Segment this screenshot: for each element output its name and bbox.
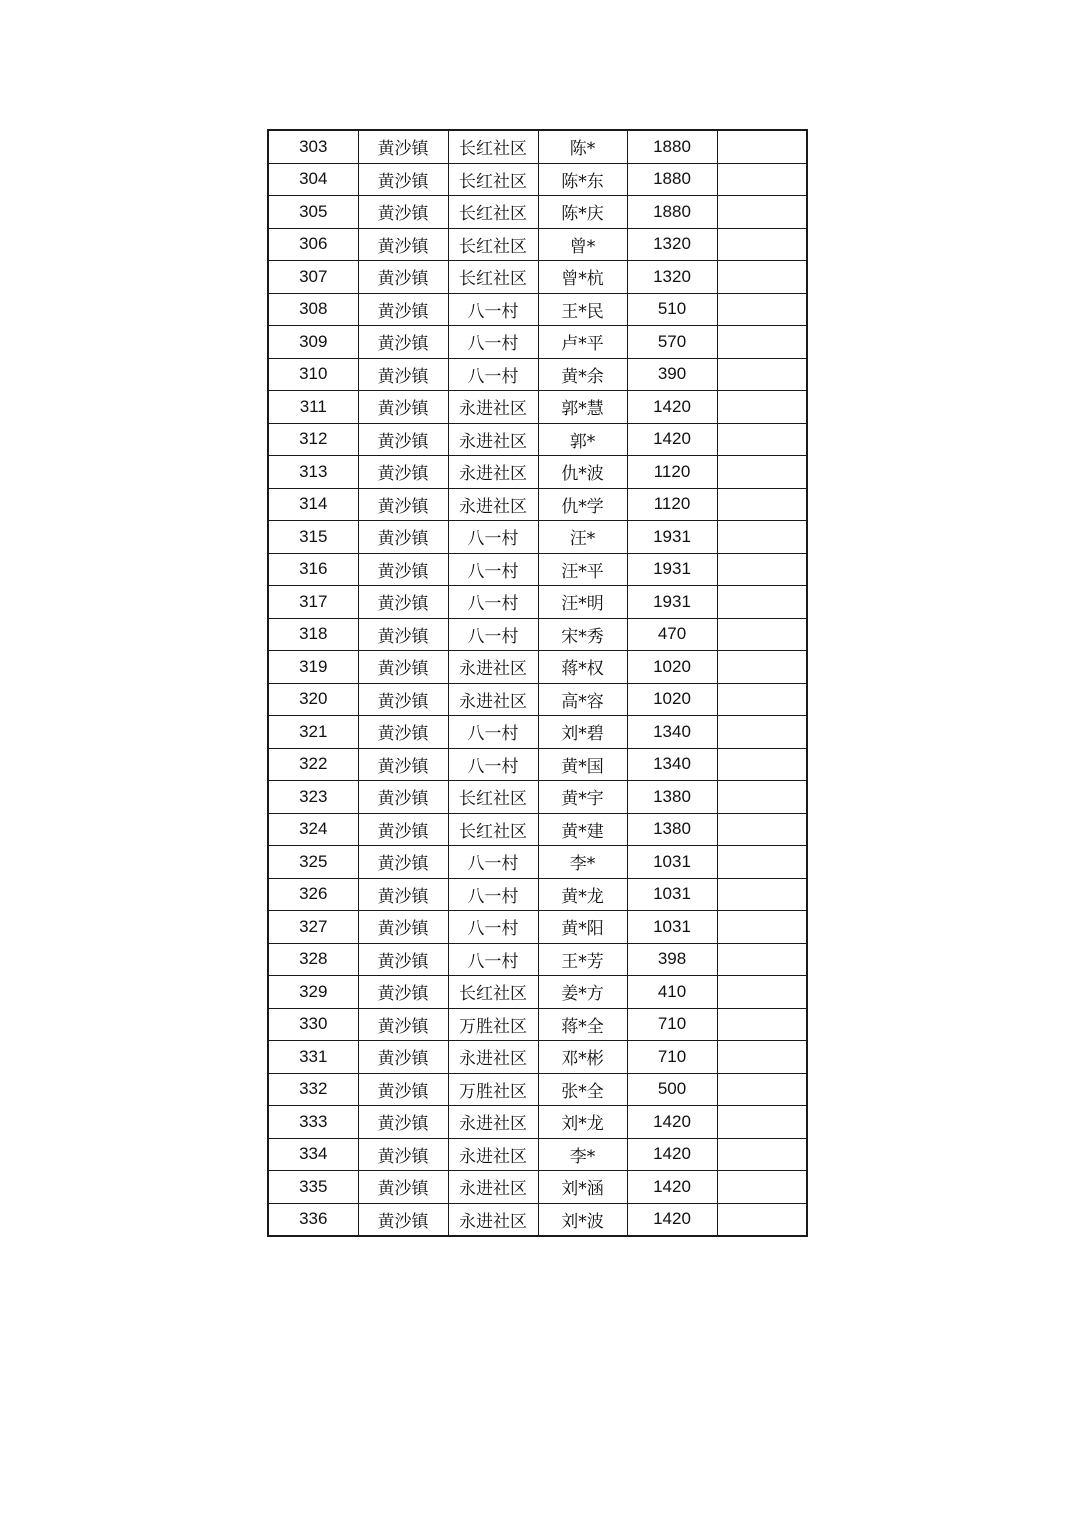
cell-remark [717, 911, 807, 944]
cell-village: 长红社区 [448, 813, 538, 846]
cell-name: 姜*方 [538, 976, 627, 1009]
cell-remark [717, 326, 807, 359]
cell-name: 宋*秀 [538, 618, 627, 651]
cell-number: 325 [268, 846, 358, 879]
table-row [268, 1203, 807, 1236]
cell-remark [717, 261, 807, 294]
cell-name: 卢*平 [538, 326, 627, 359]
cell-village: 长红社区 [448, 130, 538, 163]
cell-village: 长红社区 [448, 261, 538, 294]
table-row [268, 813, 807, 846]
cell-town: 黄沙镇 [358, 163, 448, 196]
table-row [268, 163, 807, 196]
table-row [268, 716, 807, 749]
cell-town: 黄沙镇 [358, 1008, 448, 1041]
cell-village: 八一村 [448, 326, 538, 359]
cell-village: 八一村 [448, 586, 538, 619]
cell-village: 长红社区 [448, 228, 538, 261]
table-row [268, 228, 807, 261]
cell-name: 汪* [538, 521, 627, 554]
cell-amount: 1020 [627, 651, 717, 684]
cell-number: 333 [268, 1106, 358, 1139]
cell-town: 黄沙镇 [358, 618, 448, 651]
cell-remark [717, 878, 807, 911]
table-row [268, 1008, 807, 1041]
cell-number: 316 [268, 553, 358, 586]
cell-remark [717, 1073, 807, 1106]
table-row [268, 781, 807, 814]
table-row [268, 261, 807, 294]
cell-remark [717, 456, 807, 489]
cell-village: 八一村 [448, 911, 538, 944]
cell-town: 黄沙镇 [358, 326, 448, 359]
cell-amount: 1420 [627, 1203, 717, 1236]
cell-remark [717, 358, 807, 391]
cell-number: 334 [268, 1138, 358, 1171]
cell-remark [717, 781, 807, 814]
cell-number: 319 [268, 651, 358, 684]
cell-amount: 1420 [627, 391, 717, 424]
table-row [268, 326, 807, 359]
cell-amount: 570 [627, 326, 717, 359]
cell-number: 327 [268, 911, 358, 944]
table-row [268, 1106, 807, 1139]
table-row [268, 391, 807, 424]
cell-village: 永进社区 [448, 488, 538, 521]
cell-remark [717, 813, 807, 846]
cell-village: 永进社区 [448, 683, 538, 716]
cell-number: 307 [268, 261, 358, 294]
cell-remark [717, 423, 807, 456]
cell-village: 长红社区 [448, 976, 538, 1009]
cell-village: 永进社区 [448, 1041, 538, 1074]
cell-town: 黄沙镇 [358, 1203, 448, 1236]
cell-remark [717, 651, 807, 684]
table-row [268, 1073, 807, 1106]
cell-village: 八一村 [448, 293, 538, 326]
cell-town: 黄沙镇 [358, 1138, 448, 1171]
cell-name: 李* [538, 846, 627, 879]
cell-village: 万胜社区 [448, 1008, 538, 1041]
cell-town: 黄沙镇 [358, 878, 448, 911]
cell-name: 刘*涵 [538, 1171, 627, 1204]
cell-number: 332 [268, 1073, 358, 1106]
cell-amount: 710 [627, 1008, 717, 1041]
cell-remark [717, 228, 807, 261]
cell-village: 永进社区 [448, 1171, 538, 1204]
cell-amount: 1420 [627, 1138, 717, 1171]
table-row [268, 1171, 807, 1204]
cell-name: 仇*学 [538, 488, 627, 521]
cell-remark [717, 130, 807, 163]
cell-name: 黄*建 [538, 813, 627, 846]
table-row [268, 748, 807, 781]
cell-remark [717, 1171, 807, 1204]
cell-amount: 1380 [627, 781, 717, 814]
cell-remark [717, 1106, 807, 1139]
cell-remark [717, 976, 807, 1009]
cell-village: 永进社区 [448, 1203, 538, 1236]
cell-amount: 1880 [627, 163, 717, 196]
cell-town: 黄沙镇 [358, 130, 448, 163]
cell-amount: 510 [627, 293, 717, 326]
cell-amount: 398 [627, 943, 717, 976]
cell-amount: 1420 [627, 423, 717, 456]
cell-number: 320 [268, 683, 358, 716]
cell-town: 黄沙镇 [358, 976, 448, 1009]
cell-number: 314 [268, 488, 358, 521]
table-row [268, 943, 807, 976]
cell-town: 黄沙镇 [358, 813, 448, 846]
cell-town: 黄沙镇 [358, 1106, 448, 1139]
cell-town: 黄沙镇 [358, 553, 448, 586]
cell-town: 黄沙镇 [358, 683, 448, 716]
table-row [268, 976, 807, 1009]
cell-town: 黄沙镇 [358, 781, 448, 814]
table-row [268, 358, 807, 391]
table-row [268, 130, 807, 163]
cell-town: 黄沙镇 [358, 228, 448, 261]
table-row [268, 423, 807, 456]
cell-name: 陈*东 [538, 163, 627, 196]
cell-village: 永进社区 [448, 423, 538, 456]
cell-name: 郭* [538, 423, 627, 456]
cell-number: 304 [268, 163, 358, 196]
cell-number: 322 [268, 748, 358, 781]
table-row [268, 878, 807, 911]
cell-number: 331 [268, 1041, 358, 1074]
cell-amount: 710 [627, 1041, 717, 1074]
cell-number: 309 [268, 326, 358, 359]
cell-town: 黄沙镇 [358, 846, 448, 879]
cell-name: 汪*明 [538, 586, 627, 619]
table-body [268, 130, 807, 1236]
cell-town: 黄沙镇 [358, 456, 448, 489]
cell-remark [717, 1041, 807, 1074]
cell-remark [717, 1008, 807, 1041]
cell-remark [717, 1138, 807, 1171]
table-row [268, 488, 807, 521]
cell-town: 黄沙镇 [358, 521, 448, 554]
cell-town: 黄沙镇 [358, 1073, 448, 1106]
table-row [268, 196, 807, 229]
cell-amount: 1320 [627, 261, 717, 294]
cell-name: 曾* [538, 228, 627, 261]
cell-amount: 1880 [627, 130, 717, 163]
cell-amount: 1031 [627, 878, 717, 911]
cell-village: 八一村 [448, 846, 538, 879]
cell-village: 永进社区 [448, 651, 538, 684]
cell-number: 321 [268, 716, 358, 749]
cell-town: 黄沙镇 [358, 423, 448, 456]
cell-amount: 1120 [627, 456, 717, 489]
cell-amount: 1031 [627, 846, 717, 879]
cell-town: 黄沙镇 [358, 943, 448, 976]
cell-number: 310 [268, 358, 358, 391]
cell-name: 黄*阳 [538, 911, 627, 944]
cell-name: 刘*龙 [538, 1106, 627, 1139]
cell-remark [717, 488, 807, 521]
cell-name: 陈* [538, 130, 627, 163]
cell-name: 王*民 [538, 293, 627, 326]
cell-name: 高*容 [538, 683, 627, 716]
cell-amount: 1931 [627, 521, 717, 554]
cell-remark [717, 1203, 807, 1236]
cell-amount: 470 [627, 618, 717, 651]
cell-amount: 1380 [627, 813, 717, 846]
cell-remark [717, 716, 807, 749]
table-row [268, 1041, 807, 1074]
cell-number: 315 [268, 521, 358, 554]
cell-remark [717, 196, 807, 229]
cell-number: 335 [268, 1171, 358, 1204]
cell-amount: 1931 [627, 586, 717, 619]
cell-number: 318 [268, 618, 358, 651]
cell-village: 八一村 [448, 553, 538, 586]
cell-number: 305 [268, 196, 358, 229]
cell-name: 张*全 [538, 1073, 627, 1106]
cell-town: 黄沙镇 [358, 358, 448, 391]
cell-village: 八一村 [448, 618, 538, 651]
cell-town: 黄沙镇 [358, 196, 448, 229]
cell-number: 313 [268, 456, 358, 489]
cell-remark [717, 521, 807, 554]
table-row [268, 521, 807, 554]
cell-amount: 1031 [627, 911, 717, 944]
cell-village: 八一村 [448, 748, 538, 781]
cell-village: 长红社区 [448, 163, 538, 196]
cell-remark [717, 748, 807, 781]
cell-name: 李* [538, 1138, 627, 1171]
cell-number: 330 [268, 1008, 358, 1041]
cell-town: 黄沙镇 [358, 1041, 448, 1074]
cell-town: 黄沙镇 [358, 488, 448, 521]
cell-remark [717, 293, 807, 326]
cell-amount: 500 [627, 1073, 717, 1106]
cell-number: 329 [268, 976, 358, 1009]
cell-village: 长红社区 [448, 196, 538, 229]
cell-number: 336 [268, 1203, 358, 1236]
cell-name: 刘*碧 [538, 716, 627, 749]
cell-name: 陈*庆 [538, 196, 627, 229]
cell-name: 仇*波 [538, 456, 627, 489]
cell-town: 黄沙镇 [358, 391, 448, 424]
cell-remark [717, 943, 807, 976]
cell-name: 刘*波 [538, 1203, 627, 1236]
cell-amount: 1420 [627, 1171, 717, 1204]
cell-number: 324 [268, 813, 358, 846]
cell-remark [717, 163, 807, 196]
cell-number: 306 [268, 228, 358, 261]
table-row [268, 618, 807, 651]
cell-village: 永进社区 [448, 1138, 538, 1171]
cell-remark [717, 586, 807, 619]
cell-number: 326 [268, 878, 358, 911]
cell-village: 八一村 [448, 358, 538, 391]
cell-number: 303 [268, 130, 358, 163]
table-row [268, 683, 807, 716]
cell-name: 曾*杭 [538, 261, 627, 294]
table-row [268, 1138, 807, 1171]
cell-village: 八一村 [448, 878, 538, 911]
cell-town: 黄沙镇 [358, 716, 448, 749]
cell-amount: 1420 [627, 1106, 717, 1139]
cell-name: 王*芳 [538, 943, 627, 976]
cell-town: 黄沙镇 [358, 911, 448, 944]
cell-remark [717, 391, 807, 424]
cell-number: 311 [268, 391, 358, 424]
cell-amount: 390 [627, 358, 717, 391]
cell-amount: 1340 [627, 716, 717, 749]
cell-name: 黄*龙 [538, 878, 627, 911]
cell-number: 312 [268, 423, 358, 456]
cell-name: 蒋*全 [538, 1008, 627, 1041]
cell-town: 黄沙镇 [358, 651, 448, 684]
table-row [268, 586, 807, 619]
cell-name: 蒋*权 [538, 651, 627, 684]
cell-amount: 1340 [627, 748, 717, 781]
cell-village: 永进社区 [448, 456, 538, 489]
cell-town: 黄沙镇 [358, 748, 448, 781]
cell-amount: 1020 [627, 683, 717, 716]
table-row [268, 651, 807, 684]
table-row [268, 456, 807, 489]
cell-village: 长红社区 [448, 781, 538, 814]
cell-amount: 410 [627, 976, 717, 1009]
cell-town: 黄沙镇 [358, 1171, 448, 1204]
table-row [268, 553, 807, 586]
cell-amount: 1120 [627, 488, 717, 521]
cell-name: 黄*国 [538, 748, 627, 781]
cell-village: 万胜社区 [448, 1073, 538, 1106]
table-row [268, 846, 807, 879]
cell-village: 八一村 [448, 943, 538, 976]
cell-amount: 1931 [627, 553, 717, 586]
cell-village: 八一村 [448, 521, 538, 554]
cell-village: 永进社区 [448, 1106, 538, 1139]
cell-remark [717, 846, 807, 879]
table-row [268, 911, 807, 944]
cell-name: 邓*彬 [538, 1041, 627, 1074]
cell-remark [717, 553, 807, 586]
cell-town: 黄沙镇 [358, 293, 448, 326]
cell-name: 黄*余 [538, 358, 627, 391]
cell-name: 黄*宇 [538, 781, 627, 814]
cell-village: 八一村 [448, 716, 538, 749]
cell-amount: 1880 [627, 196, 717, 229]
cell-number: 323 [268, 781, 358, 814]
cell-town: 黄沙镇 [358, 586, 448, 619]
cell-village: 永进社区 [448, 391, 538, 424]
cell-name: 郭*慧 [538, 391, 627, 424]
cell-town: 黄沙镇 [358, 261, 448, 294]
cell-name: 汪*平 [538, 553, 627, 586]
beneficiary-table [267, 129, 808, 1237]
cell-number: 317 [268, 586, 358, 619]
cell-remark [717, 683, 807, 716]
cell-amount: 1320 [627, 228, 717, 261]
cell-remark [717, 618, 807, 651]
cell-number: 328 [268, 943, 358, 976]
cell-number: 308 [268, 293, 358, 326]
table-row [268, 293, 807, 326]
